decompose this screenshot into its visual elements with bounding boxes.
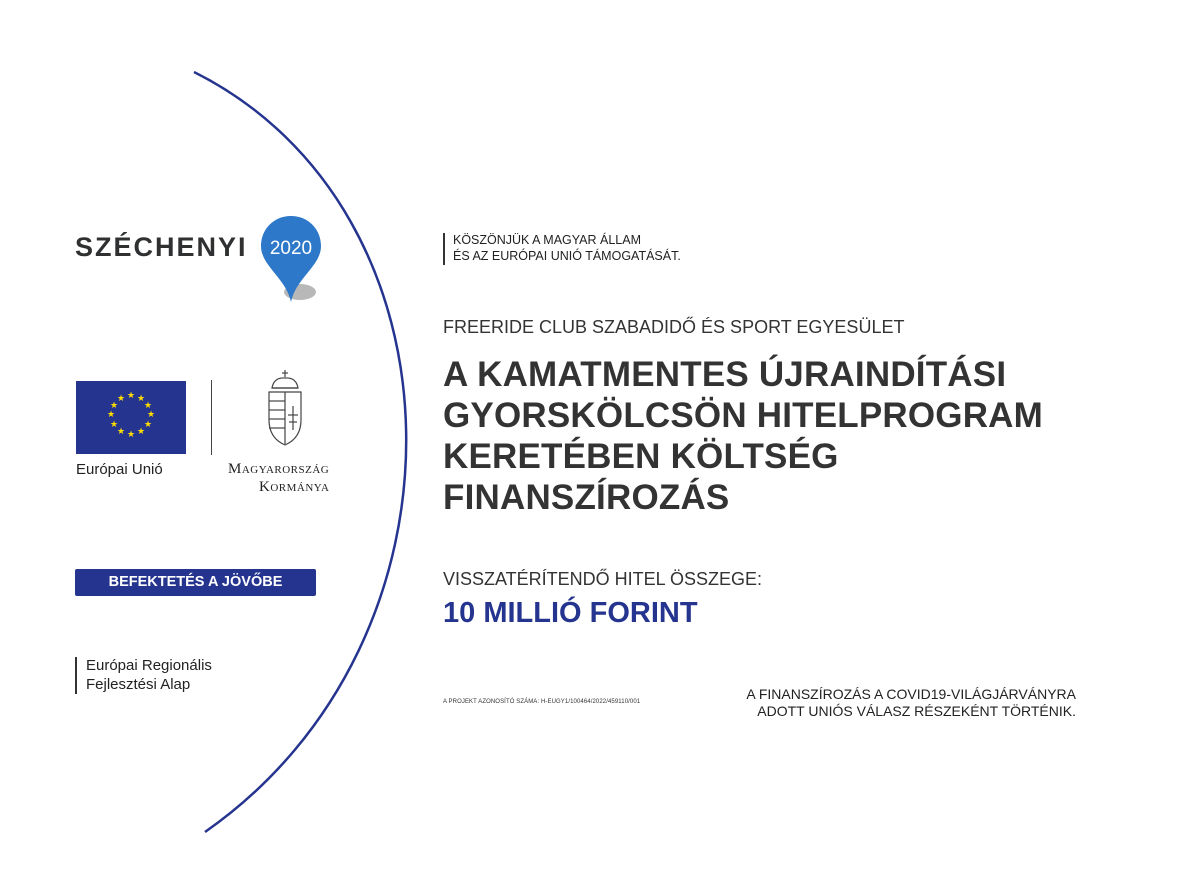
erfa-line2: Fejlesztési Alap (86, 676, 191, 693)
invest-banner: BEFEKTETÉS A JÖVŐBE (75, 569, 316, 596)
hu-government-line2: Kormánya (259, 479, 330, 495)
headline-line: A KAMATMENTES ÚJRAINDÍTÁSI (443, 355, 1007, 394)
hungarian-coat-of-arms-icon (263, 368, 307, 448)
headline (443, 354, 1043, 518)
covid-note (746, 686, 1076, 720)
svg-text:★: ★ (126, 391, 136, 401)
svg-text:★: ★ (126, 430, 136, 440)
svg-text:★: ★ (146, 410, 156, 420)
svg-text:★: ★ (143, 401, 153, 411)
svg-text:★: ★ (109, 420, 119, 430)
szechenyi-2020-pin-logo (256, 214, 326, 306)
logo-divider (211, 380, 212, 455)
thanks-divider (443, 233, 445, 265)
loan-label: VISSZATÉRÍTENDŐ HITEL ÖSSZEGE: (443, 569, 763, 589)
szechenyi-year: 2020 (269, 238, 313, 259)
eu-label: Európai Unió (76, 461, 163, 478)
szechenyi-wordmark: SZÉCHENYI (75, 232, 248, 262)
svg-text:★: ★ (106, 410, 116, 420)
organization-name: FREERIDE CLUB SZABADIDŐ ÉS SPORT EGYESÜLET (443, 317, 905, 337)
thanks-line2: ÉS AZ EURÓPAI UNIÓ TÁMOGATÁSÁT. (453, 249, 681, 263)
eu-stars-icon (76, 381, 186, 454)
project-id: A PROJEKT AZONOSÍTÓ SZÁMA: H-EUGY1/100464/2022/459110/001 (443, 699, 641, 705)
svg-text:★: ★ (136, 427, 146, 437)
svg-text:★: ★ (143, 420, 153, 430)
svg-text:★: ★ (116, 394, 126, 404)
erfa-line1: Európai Regionális (86, 657, 212, 674)
loan-amount: 10 MILLIÓ FORINT (443, 597, 698, 629)
eu-flag (76, 381, 186, 454)
covid-line1: A FINANSZÍROZÁS A COVID19-VILÁGJÁRVÁNYRA (746, 686, 1076, 702)
covid-line2: ADOTT UNIÓS VÁLASZ RÉSZEKÉNT TÖRTÉNIK. (757, 703, 1076, 719)
svg-text:★: ★ (116, 427, 126, 437)
headline-line: FINANSZÍROZÁS (443, 478, 730, 517)
svg-text:★: ★ (136, 394, 146, 404)
erfa-divider (75, 657, 77, 694)
erfa-label (86, 656, 212, 694)
headline-line: GYORSKÖLCSÖN HITELPROGRAM (443, 396, 1044, 435)
hu-government-line1: Magyarország (228, 461, 330, 477)
thanks-line1: KÖSZÖNJÜK A MAGYAR ÁLLAM (453, 233, 642, 247)
svg-text:★: ★ (109, 401, 119, 411)
thanks-text (453, 232, 681, 264)
headline-line: KERETÉBEN KÖLTSÉG (443, 437, 839, 476)
